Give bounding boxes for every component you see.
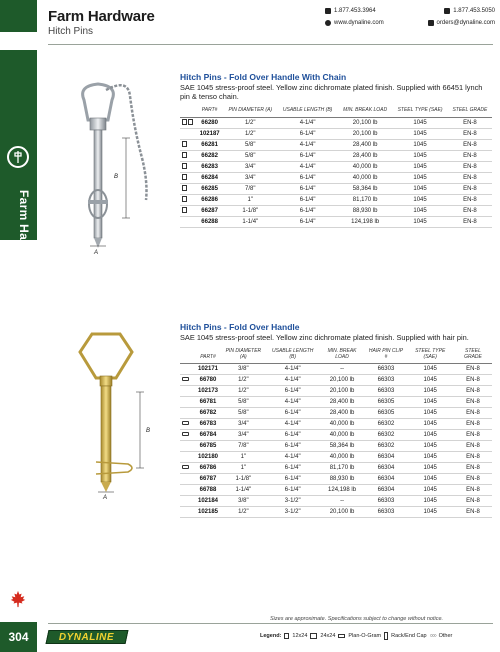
- dimension-a-label: A: [94, 250, 99, 256]
- usable-length: 6-1/4": [267, 474, 319, 485]
- col-length: USABLE LENGTH (B): [277, 107, 338, 117]
- pin-diameter: 5/8": [223, 150, 277, 161]
- part-number: 102184: [196, 496, 220, 507]
- table-row: [180, 139, 492, 150]
- legend-12x24-icon: [182, 141, 187, 147]
- legend-bar: [260, 632, 495, 640]
- part-number: 102187: [196, 128, 223, 139]
- table-row: [180, 441, 492, 452]
- col-steel-grade: STEEL GRADE: [454, 348, 492, 364]
- steel-grade: EN-8: [454, 463, 492, 474]
- min-break-load: 28,400 lb: [319, 408, 366, 419]
- min-break-load: 88,930 lb: [338, 205, 392, 216]
- usable-length: 6-1/4": [277, 205, 338, 216]
- legend-12x24-icon: [182, 119, 187, 125]
- legend-cell: [180, 430, 196, 441]
- steel-grade: EN-8: [448, 216, 492, 227]
- pin-diameter: 1-1/4": [220, 485, 267, 496]
- hair-pin-clip: 66305: [365, 397, 406, 408]
- part-number: 66782: [196, 408, 220, 419]
- steel-grade: EN-8: [448, 161, 492, 172]
- steel-type: 1045: [407, 441, 454, 452]
- phone-icon: [325, 8, 331, 14]
- steel-type: 1045: [407, 474, 454, 485]
- min-break-load: 40,000 lb: [338, 172, 392, 183]
- side-top-band: [0, 0, 37, 32]
- steel-type: 1045: [407, 375, 454, 386]
- legend-cell: [180, 117, 196, 128]
- table-row: [180, 205, 492, 216]
- part-number: 66788: [196, 485, 220, 496]
- usable-length: 6-1/4": [267, 408, 319, 419]
- usable-length: 4-1/4": [267, 452, 319, 463]
- hitch-pin-with-chain-image: [68, 78, 180, 256]
- fax-icon: [444, 8, 450, 14]
- table-row: [180, 452, 492, 463]
- usable-length: 4-1/4": [267, 375, 319, 386]
- pin-diameter: 1-1/8": [220, 474, 267, 485]
- table-row: [180, 375, 492, 386]
- part-number: 66784: [196, 430, 220, 441]
- hair-pin-clip: 66302: [365, 430, 406, 441]
- steel-grade: EN-8: [454, 375, 492, 386]
- col-diameter: PIN DIAMETER (A): [220, 348, 267, 364]
- category-label: Farm Hardware: [17, 190, 31, 282]
- min-break-load: 81,170 lb: [338, 194, 392, 205]
- category-tab: [0, 50, 37, 282]
- hair-pin-clip: 66303: [365, 386, 406, 397]
- legend-item: 24x24: [320, 633, 336, 639]
- page-number: 304: [0, 622, 37, 652]
- page-subtitle: Hitch Pins: [48, 26, 94, 37]
- usable-length: 4-1/4": [267, 364, 319, 375]
- steel-grade: EN-8: [448, 128, 492, 139]
- legend-cell: [180, 452, 196, 463]
- brand-logo: DYNALINE: [46, 630, 129, 644]
- section-description-2: SAE 1045 stress-proof steel. Yellow zinc dichromate plated finish. Supplied with hair pin.: [180, 333, 469, 342]
- part-number: 102173: [196, 386, 220, 397]
- table-row: [180, 216, 492, 227]
- hair-pin-clip: 66302: [365, 441, 406, 452]
- steel-grade: EN-8: [454, 474, 492, 485]
- hair-pin-clip: 66304: [365, 452, 406, 463]
- table-row: [180, 430, 492, 441]
- legend-cell: [180, 128, 196, 139]
- steel-grade: EN-8: [454, 452, 492, 463]
- product-table: [180, 107, 492, 228]
- table-row: [180, 172, 492, 183]
- min-break-load: 20,100 lb: [319, 375, 366, 386]
- legend-other-icon: ○○○: [429, 633, 436, 639]
- steel-grade: EN-8: [454, 496, 492, 507]
- steel-type: 1045: [392, 194, 448, 205]
- pin-diameter: 1-1/8": [223, 205, 277, 216]
- legend-cell: [180, 216, 196, 227]
- legend-cell: [180, 386, 196, 397]
- section-title-2: Hitch Pins - Fold Over Handle: [180, 322, 300, 332]
- legend-12x24-icon: [182, 174, 187, 180]
- pin-diameter: 7/8": [220, 441, 267, 452]
- col-part: PART#: [196, 107, 223, 117]
- pin-diameter: 1-1/4": [223, 216, 277, 227]
- product-table-2: [180, 348, 492, 518]
- legend-12x24-icon: [284, 633, 289, 639]
- globe-icon: [325, 20, 331, 26]
- usable-length: 6-1/4": [277, 128, 338, 139]
- part-number: 66286: [196, 194, 223, 205]
- min-break-load: 58,364 lb: [319, 441, 366, 452]
- steel-type: 1045: [392, 139, 448, 150]
- legend-cell: [180, 139, 196, 150]
- min-break-load: 20,100 lb: [338, 128, 392, 139]
- hair-pin-clip: 66305: [365, 408, 406, 419]
- table-row: [180, 463, 492, 474]
- steel-type: 1045: [392, 216, 448, 227]
- min-break-load: 124,198 lb: [319, 485, 366, 496]
- usable-length: 6-1/4": [267, 386, 319, 397]
- usable-length: 6-1/4": [277, 183, 338, 194]
- part-number: 102180: [196, 452, 220, 463]
- table-row: [180, 496, 492, 507]
- part-number: 66786: [196, 463, 220, 474]
- steel-type: 1045: [407, 408, 454, 419]
- steel-grade: EN-8: [454, 441, 492, 452]
- pin-diameter: 1": [220, 463, 267, 474]
- table-row: [180, 194, 492, 205]
- steel-type: 1045: [407, 397, 454, 408]
- part-number: 66285: [196, 183, 223, 194]
- part-number: 66785: [196, 441, 220, 452]
- part-number: 66288: [196, 216, 223, 227]
- legend-cell: [180, 507, 196, 518]
- steel-grade: EN-8: [454, 397, 492, 408]
- steel-grade: EN-8: [454, 408, 492, 419]
- part-number: 66281: [196, 139, 223, 150]
- col-steel-grade: STEEL GRADE: [448, 107, 492, 117]
- pin-diameter: 3/8": [220, 496, 267, 507]
- min-break-load: 20,100 lb: [338, 117, 392, 128]
- dimension-b-label: B: [114, 174, 119, 180]
- min-break-load: 88,930 lb: [319, 474, 366, 485]
- usable-length: 6-1/4": [267, 430, 319, 441]
- part-number: 66781: [196, 397, 220, 408]
- table-row: [180, 408, 492, 419]
- hair-pin-clip: 66304: [365, 485, 406, 496]
- steel-grade: EN-8: [448, 172, 492, 183]
- legend-item: 12x24: [292, 633, 308, 639]
- steel-grade: EN-8: [454, 364, 492, 375]
- steel-type: 1045: [407, 485, 454, 496]
- usable-length: 6-1/4": [267, 485, 319, 496]
- legend-cell: [180, 496, 196, 507]
- usable-length: 6-1/4": [277, 172, 338, 183]
- col-steel-type: STEEL TYPE (SAE): [407, 348, 454, 364]
- part-number: 66280: [196, 117, 223, 128]
- legend-24x24-icon: [188, 119, 193, 125]
- legend-12x24-icon: [182, 163, 187, 169]
- col-part: PART#: [196, 348, 220, 364]
- steel-grade: EN-8: [448, 150, 492, 161]
- part-number: 102185: [196, 507, 220, 518]
- part-number: 66780: [196, 375, 220, 386]
- col-load: MIN. BREAK LOAD: [338, 107, 392, 117]
- section-hitch-pins-with-chain: [180, 72, 492, 228]
- min-break-load: 28,400 lb: [319, 397, 366, 408]
- usable-length: 4-1/4": [277, 161, 338, 172]
- usable-length: 6-1/4": [267, 441, 319, 452]
- steel-type: 1045: [407, 463, 454, 474]
- steel-type: 1045: [407, 430, 454, 441]
- website-link[interactable]: www.dynaline.com: [334, 20, 384, 26]
- usable-length: 6-1/4": [277, 216, 338, 227]
- legend-12x24-icon: [182, 152, 187, 158]
- steel-type: 1045: [392, 183, 448, 194]
- min-break-load: 40,000 lb: [319, 419, 366, 430]
- min-break-load: 40,000 lb: [338, 161, 392, 172]
- steel-type: 1045: [392, 172, 448, 183]
- col-steel-type: STEEL TYPE (SAE): [392, 107, 448, 117]
- table-header-row: [180, 107, 492, 117]
- hair-pin-clip: 66303: [365, 507, 406, 518]
- section-hitch-pins-fold-over: [180, 322, 492, 518]
- part-number: 66283: [196, 161, 223, 172]
- usable-length: 3-1/2": [267, 496, 319, 507]
- section-description: SAE 1045 stress-proof steel. Yellow zinc dichromate plated finish. Supplied with 66451 lynch pin & tenso chain.: [180, 83, 483, 101]
- min-break-load: 28,400 lb: [338, 150, 392, 161]
- part-number: 66287: [196, 205, 223, 216]
- min-break-load: 20,100 lb: [319, 386, 366, 397]
- footer-divider: [48, 623, 493, 624]
- table-row: [180, 161, 492, 172]
- email-link[interactable]: orders@dynaline.com: [436, 20, 495, 26]
- hair-pin-clip: 66303: [365, 364, 406, 375]
- footnote: Sizes are approximate. Specifications subject to change without notice.: [270, 616, 444, 622]
- hair-pin-clip: 66303: [365, 375, 406, 386]
- pin-diameter: 5/8": [220, 397, 267, 408]
- pin-diameter: 3/4": [223, 172, 277, 183]
- table-row: [180, 507, 492, 518]
- steel-type: 1045: [407, 364, 454, 375]
- steel-type: 1045: [392, 128, 448, 139]
- pin-diameter: 7/8": [223, 183, 277, 194]
- legend-12x24-icon: [182, 207, 187, 213]
- steel-type: 1045: [407, 507, 454, 518]
- steel-type: 1045: [407, 496, 454, 507]
- part-number: 66783: [196, 419, 220, 430]
- maple-leaf-icon: [9, 590, 27, 608]
- pin-diameter: 3/8": [220, 364, 267, 375]
- steel-type: 1045: [392, 205, 448, 216]
- table-row: [180, 117, 492, 128]
- usable-length: 6-1/4": [267, 463, 319, 474]
- dimension-b-label-2: B: [146, 428, 151, 434]
- legend-plan-o-gram-icon: [338, 634, 345, 638]
- usable-length: 6-1/4": [277, 150, 338, 161]
- steel-type: 1045: [407, 386, 454, 397]
- legend-item: Rack/End Cap: [391, 633, 427, 639]
- pin-diameter: 1/2": [220, 375, 267, 386]
- steel-grade: EN-8: [454, 507, 492, 518]
- legend-col-header: [180, 107, 196, 117]
- usable-length: 4-1/4": [277, 139, 338, 150]
- pin-diameter: 1": [223, 194, 277, 205]
- legend-rack-end-cap-icon: [384, 632, 388, 640]
- legend-plan-o-gram-icon: [182, 421, 189, 425]
- usable-length: 6-1/4": [277, 194, 338, 205]
- hair-pin-clip: 66304: [365, 474, 406, 485]
- min-break-load: 40,000 lb: [319, 452, 366, 463]
- hitch-pin-fold-over-handle-image: [56, 332, 172, 500]
- pin-diameter: 5/8": [223, 139, 277, 150]
- contact-info: [325, 8, 495, 32]
- min-break-load: 20,100 lb: [319, 507, 366, 518]
- table-row: [180, 150, 492, 161]
- email-icon: [428, 20, 434, 26]
- steel-grade: EN-8: [448, 194, 492, 205]
- side-band: [0, 0, 37, 652]
- table-row: [180, 128, 492, 139]
- pin-diameter: 3/4": [223, 161, 277, 172]
- steel-type: 1045: [392, 150, 448, 161]
- phone-2: 1.877.453.5050: [453, 8, 495, 14]
- min-break-load: 124,198 lb: [338, 216, 392, 227]
- usable-length: 3-1/2": [267, 507, 319, 518]
- legend-col-header: [180, 348, 196, 364]
- min-break-load: 40,000 lb: [319, 430, 366, 441]
- header-divider: [48, 44, 493, 45]
- legend-cell: [180, 419, 196, 430]
- legend-cell: [180, 161, 196, 172]
- legend-24x24-icon: [310, 633, 317, 639]
- steel-grade: EN-8: [448, 205, 492, 216]
- legend-cell: [180, 205, 196, 216]
- part-number: 66284: [196, 172, 223, 183]
- steel-grade: EN-8: [448, 117, 492, 128]
- steel-type: 1045: [392, 117, 448, 128]
- pin-diameter: 1/2": [223, 128, 277, 139]
- legend-plan-o-gram-icon: [182, 465, 189, 469]
- table-row: [180, 419, 492, 430]
- steel-grade: EN-8: [454, 485, 492, 496]
- min-break-load: 58,364 lb: [338, 183, 392, 194]
- legend-cell: [180, 474, 196, 485]
- col-diameter: PIN DIAMETER (A): [223, 107, 277, 117]
- legend-cell: [180, 183, 196, 194]
- steel-grade: EN-8: [454, 386, 492, 397]
- part-number: 102171: [196, 364, 220, 375]
- legend-item: Plan-O-Gram: [348, 633, 382, 639]
- col-hair-pin-clip: HAIR PIN CLIP #: [365, 348, 406, 364]
- table-row: [180, 183, 492, 194]
- legend-cell: [180, 485, 196, 496]
- legend-plan-o-gram-icon: [182, 377, 189, 381]
- pin-diameter: 1/2": [220, 507, 267, 518]
- steel-grade: EN-8: [448, 183, 492, 194]
- section-title: Hitch Pins - Fold Over Handle With Chain: [180, 72, 347, 82]
- legend-item: Other: [438, 633, 453, 639]
- hair-pin-clip: 66302: [365, 419, 406, 430]
- part-number: 66282: [196, 150, 223, 161]
- hair-pin-clip: 66303: [365, 496, 406, 507]
- legend-cell: [180, 172, 196, 183]
- legend-cell: [180, 194, 196, 205]
- usable-length: 4-1/4": [267, 419, 319, 430]
- phone-1: 1.877.453.3964: [334, 8, 376, 14]
- min-break-load: 28,400 lb: [338, 139, 392, 150]
- steel-type: 1045: [407, 452, 454, 463]
- legend-cell: [180, 441, 196, 452]
- legend-cell: [180, 364, 196, 375]
- pin-diameter: 1/2": [223, 117, 277, 128]
- dimension-a-label-2: A: [103, 495, 108, 500]
- legend-cell: [180, 397, 196, 408]
- legend-12x24-icon: [182, 196, 187, 202]
- pin-diameter: 3/4": [220, 430, 267, 441]
- table-row: [180, 386, 492, 397]
- pin-diameter: 1/2": [220, 386, 267, 397]
- hair-pin-clip: 66304: [365, 463, 406, 474]
- hitch-pin-icon: [7, 146, 29, 168]
- col-load: MIN. BREAK LOAD: [319, 348, 366, 364]
- min-break-load: --: [319, 364, 366, 375]
- col-length: USABLE LENGTH (B): [267, 348, 319, 364]
- pin-diameter: 1": [220, 452, 267, 463]
- min-break-load: 81,170 lb: [319, 463, 366, 474]
- usable-length: 4-1/4": [277, 117, 338, 128]
- legend-cell: [180, 408, 196, 419]
- legend-12x24-icon: [182, 185, 187, 191]
- legend-cell: [180, 150, 196, 161]
- steel-type: 1045: [407, 419, 454, 430]
- table-header-row: [180, 348, 492, 364]
- pin-diameter: 5/8": [220, 408, 267, 419]
- steel-grade: EN-8: [448, 139, 492, 150]
- legend-cell: [180, 375, 196, 386]
- table-row: [180, 397, 492, 408]
- page-title: Farm Hardware: [48, 8, 155, 25]
- table-row: [180, 364, 492, 375]
- usable-length: 4-1/4": [267, 397, 319, 408]
- pin-diameter: 3/4": [220, 419, 267, 430]
- min-break-load: --: [319, 496, 366, 507]
- steel-grade: EN-8: [454, 430, 492, 441]
- part-number: 66787: [196, 474, 220, 485]
- table-row: [180, 485, 492, 496]
- legend-plan-o-gram-icon: [182, 432, 189, 436]
- legend-label: Legend:: [260, 633, 282, 639]
- steel-type: 1045: [392, 161, 448, 172]
- steel-grade: EN-8: [454, 419, 492, 430]
- legend-cell: [180, 463, 196, 474]
- table-row: [180, 474, 492, 485]
